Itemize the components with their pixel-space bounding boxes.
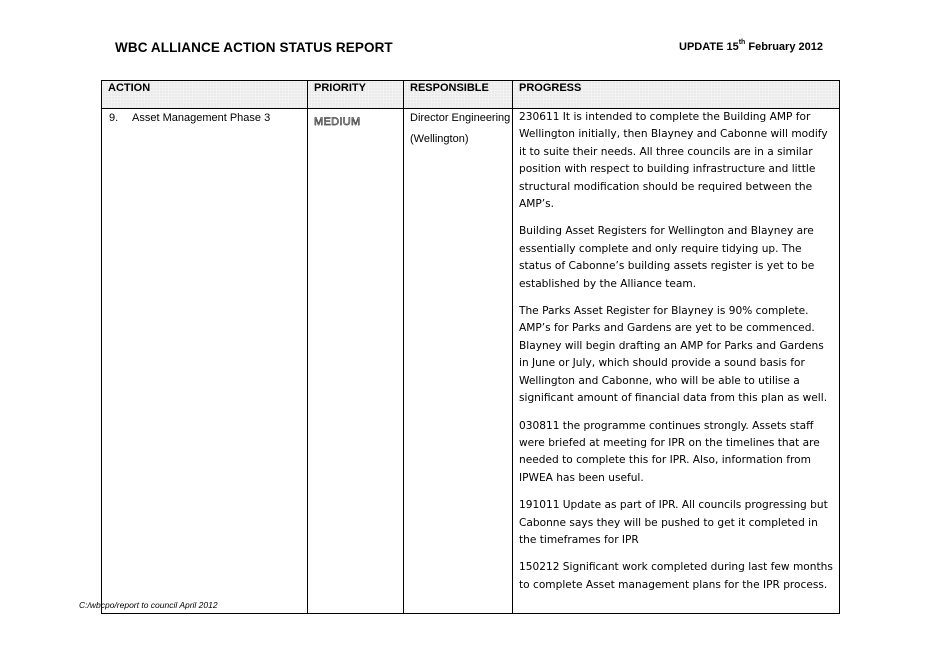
- responsible-place: (Wellington): [410, 133, 469, 145]
- action-name: Asset Management Phase 3: [132, 112, 271, 124]
- update-prefix: UPDATE 15: [679, 41, 739, 53]
- update-date: [679, 41, 823, 53]
- table-header-row: [102, 81, 840, 109]
- header-action: ACTION: [102, 81, 308, 109]
- progress-entry-2: Building Asset Registers for Wellington and Blayney are essentially complete and only require tidying up. The status of Cabonne’s building assets register is yet to be established by the Alliance team.: [519, 225, 815, 290]
- progress-entry-6: 150212 Significant work completed during last few months to complete Asset management plans for the IPR process.: [519, 561, 833, 591]
- priority-cell: [308, 109, 404, 614]
- progress-cell: [513, 109, 840, 614]
- responsible-cell: [404, 109, 513, 614]
- header-priority: PRIORITY: [308, 81, 404, 109]
- priority-value: MEDIUM: [314, 116, 361, 128]
- progress-entry-5: 191011 Update as part of IPR. All councils progressing but Cabonne says they will be pushed to get it completed in the timeframes for IPR: [519, 499, 828, 546]
- update-month-year: February 2012: [745, 41, 823, 53]
- report-title: WBC ALLIANCE ACTION STATUS REPORT: [115, 40, 393, 55]
- progress-entry-4: 030811 the programme continues strongly. Assets staff were briefed at meeting for IPR on the timelines that are needed to complete this for IPR. Also, information from IPWEA has been useful.: [519, 419, 820, 484]
- update-date-suffix: th: [738, 39, 746, 47]
- footer-file-path: C:/wbcpo/report to council April 2012: [79, 600, 218, 610]
- progress-entry-1: 230611 It is intended to complete the Building AMP for Wellington initially, then Blayney and Cabonne will modify it to suite their needs. All three councils are in a similar position with respect to building infrastructure and little structural modification should be required between the AMP’s.: [519, 111, 828, 211]
- action-status-table: [101, 80, 840, 614]
- progress-entry-3: The Parks Asset Register for Blayney is 90% complete. AMP’s for Parks and Gardens are yet to be commenced. Blayney will begin drafting an AMP for Parks and Gardens in June or July, which should provide a sound basis for Wellington and Cabonne, who will be able to utilise a significant amount of financial data from this plan as well.: [519, 305, 828, 405]
- action-cell: [102, 109, 308, 614]
- header-progress: PROGRESS: [513, 81, 840, 109]
- action-number: 9.: [109, 112, 119, 124]
- responsible-role: Director Engineering: [410, 112, 511, 124]
- table-row: [102, 109, 840, 614]
- header-responsible: RESPONSIBLE: [404, 81, 513, 109]
